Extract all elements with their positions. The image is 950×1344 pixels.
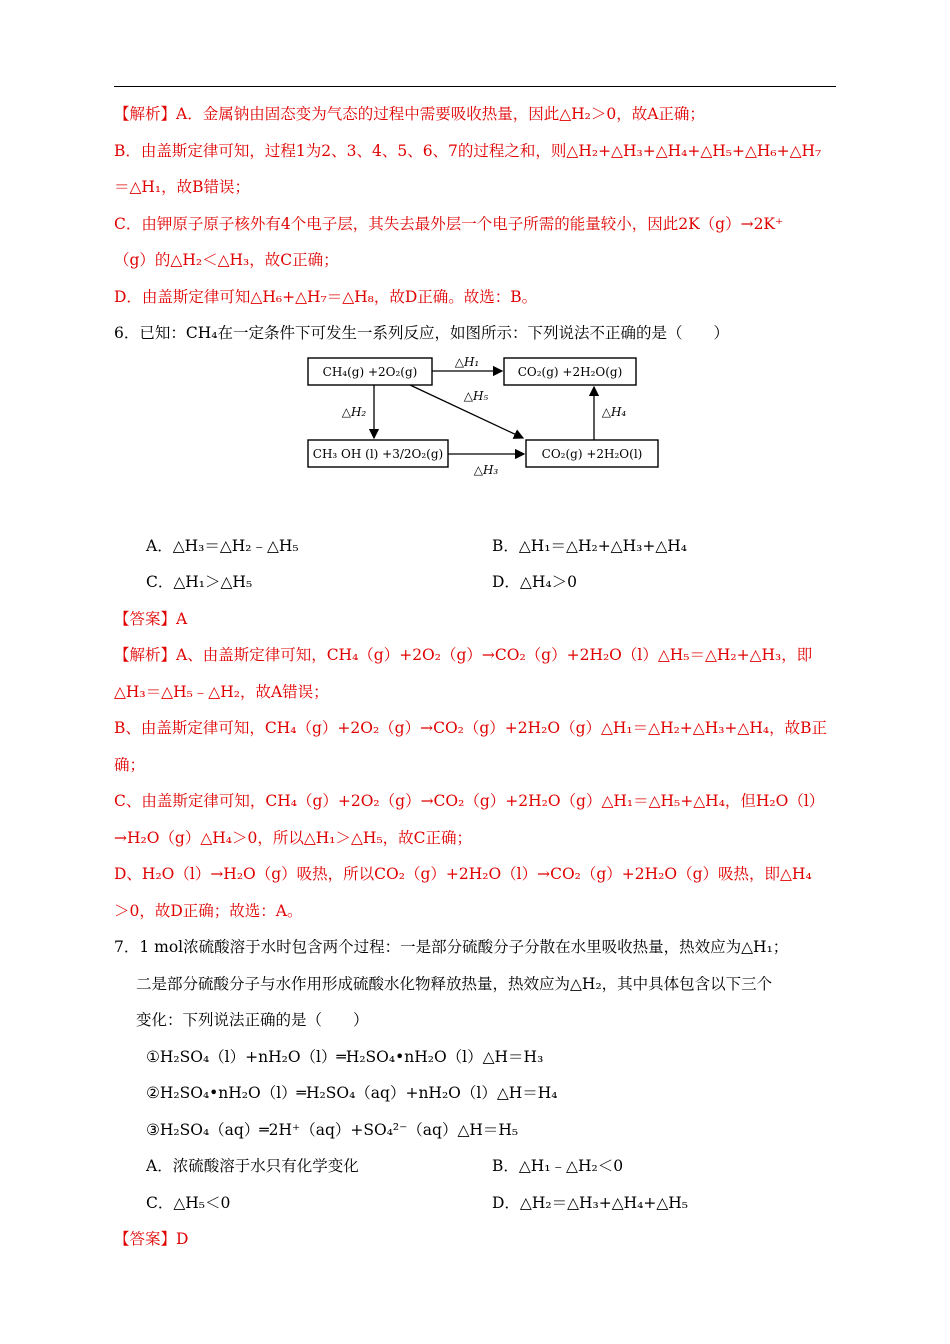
option-a: A．△H₃＝△H₂﹣△H₅	[146, 536, 299, 555]
q6-stem: 6．已知：CH₄在一定条件下可发生一系列反应，如图所示：下列说法不正确的是（ ）	[114, 324, 729, 342]
label-h5: △H₅	[463, 388, 489, 403]
q6-analysis	[114, 637, 838, 929]
analysis-line: B、由盖斯定律可知，CH₄（g）+2O₂（g）→CO₂（g）+2H₂O（g）△H₁＝△H₂+△H₃+△H₄，故B正	[114, 719, 827, 737]
q6-options-row1	[114, 528, 838, 565]
option-d: D．△H₂＝△H₃+△H₄+△H₅	[492, 1193, 689, 1212]
equation-3: ③H₂SO₄（aq）═2H⁺（aq）+SO₄²⁻（aq）△H＝H₅	[146, 1120, 519, 1139]
box-reactants-label: CH₄(g) +2O₂(g)	[322, 364, 418, 379]
option-b: B．△H₁＝△H₂+△H₃+△H₄	[492, 536, 687, 555]
header-rule	[114, 86, 836, 87]
q7-stem-line: 变化：下列说法正确的是（ ）	[136, 1011, 369, 1029]
box-products-gas-label: CO₂(g) +2H₂O(g)	[517, 364, 623, 379]
reaction-diagram-svg	[304, 352, 664, 528]
analysis-line: C、由盖斯定律可知，CH₄（g）+2O₂（g）→CO₂（g）+2H₂O（g）△H₁＝△H₅+△H₄，但H₂O（l）	[114, 792, 825, 810]
option-a: A．浓硫酸溶于水只有化学变化	[146, 1157, 359, 1175]
analysis-line: 【解析】A．金属钠由固态变为气态的过程中需要吸收热量，因此△H₂＞0，故A正确；	[114, 105, 705, 123]
q7-answer: 【答案】D	[114, 1230, 189, 1248]
q7-stem-line: 7．1 mol浓硫酸溶于水时包含两个过程：一是部分硫酸分子分散在水里吸收热量，热效应为△H₁；	[114, 938, 789, 956]
q7-options-row2	[114, 1185, 838, 1222]
option-c: C．△H₁＞△H₅	[146, 573, 253, 591]
q7-equations	[114, 1039, 838, 1149]
box-products-liquid-label: CO₂(g) +2H₂O(l)	[541, 446, 643, 461]
q6-answer: 【答案】A	[114, 609, 188, 628]
analysis-line: 【解析】A、由盖斯定律可知，CH₄（g）+2O₂（g）→CO₂（g）+2H₂O（l）△H₅＝△H₂+△H₃，即	[114, 646, 813, 664]
q6-options-row2	[114, 564, 838, 601]
analysis-line: （g）的△H₂＜△H₃，故C正确；	[114, 251, 339, 269]
analysis-line: D、H₂O（l）→H₂O（g）吸热，所以CO₂（g）+2H₂O（l）→CO₂（g）+2H₂O（g）吸热，即△H₄	[114, 865, 812, 883]
equation-2: ②H₂SO₄•nH₂O（l）═H₂SO₄（aq）+nH₂O（l）△H＝H₄	[146, 1084, 558, 1102]
label-h1: △H₁	[454, 354, 480, 369]
analysis-line: ＞0，故D正确；故选：A。	[114, 901, 303, 920]
option-b: B．△H₁﹣△H₂＜0	[492, 1157, 624, 1175]
label-h4: △H₄	[601, 404, 627, 419]
reaction-diagram	[114, 352, 838, 528]
analysis-line: 确；	[114, 755, 146, 774]
analysis-line: △H₃＝△H₅﹣△H₂，故A错误；	[114, 682, 329, 701]
label-h3: △H₃	[473, 462, 499, 477]
option-c: C．△H₅＜0	[146, 1193, 231, 1212]
box-methanol-label: CH₃ OH (l) +3/2O₂(g)	[312, 446, 444, 461]
content	[114, 96, 838, 1258]
analysis-line: D．由盖斯定律可知△H₆+△H₇＝△H₈，故D正确。故选：B。	[114, 287, 538, 306]
q7-stem-line: 二是部分硫酸分子与水作用形成硫酸水化物释放热量，热效应为△H₂，其中具体包含以下三个	[136, 974, 773, 993]
analysis-line: →H₂O（g）△H₄＞0，所以△H₁＞△H₅，故C正确；	[114, 828, 473, 847]
analysis-line: B．由盖斯定律可知，过程1为2、3、4、5、6、7的过程之和，则△H₂+△H₃+△H₄+△H₅+△H₆+△H₇	[114, 141, 822, 160]
q7-options-row1	[114, 1148, 838, 1185]
analysis-line: ＝△H₁，故B错误；	[114, 178, 251, 196]
prev-analysis	[114, 96, 838, 315]
label-h2: △H₂	[341, 404, 367, 419]
equation-1: ①H₂SO₄（l）+nH₂O（l）═H₂SO₄•nH₂O（l）△H＝H₃	[146, 1047, 544, 1066]
option-d: D．△H₄＞0	[492, 573, 577, 591]
analysis-line: C．由钾原子原子核外有4个电子层，其失去最外层一个电子所需的能量较小，因此2K（g）→2K⁺	[114, 214, 784, 233]
q7-stem	[114, 929, 838, 1039]
